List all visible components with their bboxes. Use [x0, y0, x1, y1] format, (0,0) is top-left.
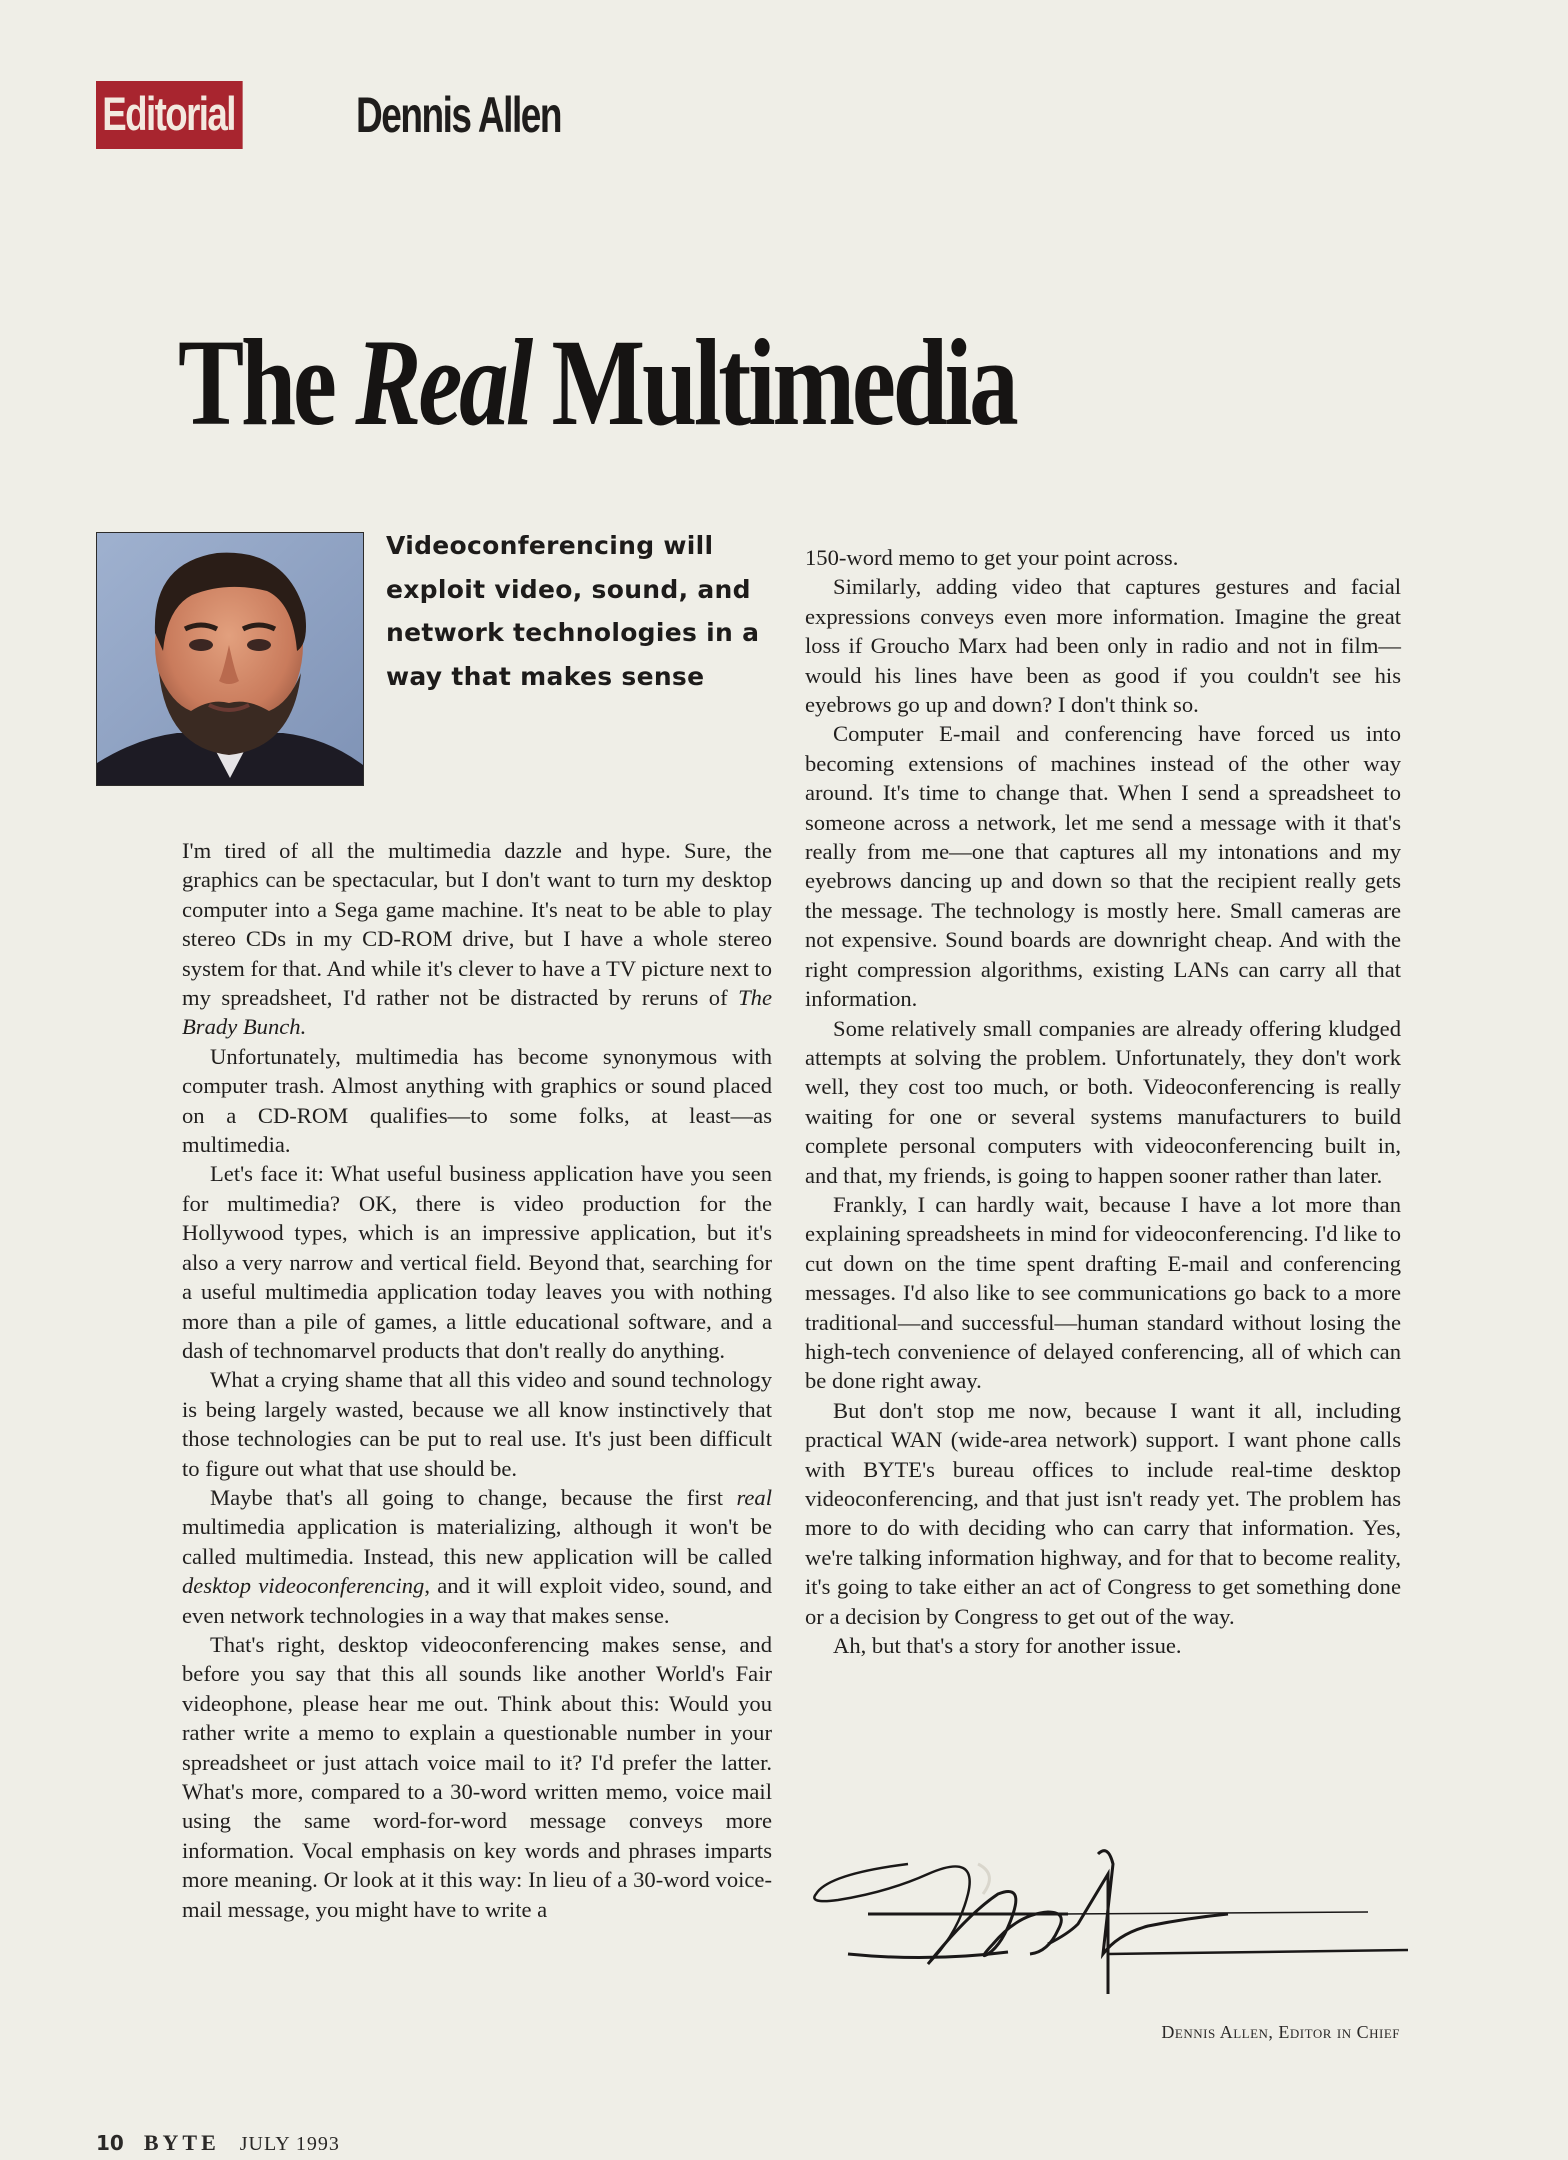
signature-icon — [808, 1834, 1408, 2014]
paragraph-emphasis: desktop videoconferencing — [182, 1573, 425, 1599]
paragraph: But don't stop me now, because I want it all, including practical WAN (wide-area network) support. I want phone calls with BYTE's bureau offices to include real-time desktop videoconferencing, and that just isn't ready yet. The problem has more to do with deciding who can carry that information. Yes, we're talking information highway, and for that to become reality, it's going to take either an act of Congress to get something done or a decision by Congress to get out of the way. — [805, 1397, 1401, 1629]
section-tag: Editorial — [96, 81, 243, 149]
page-number: 10 — [96, 2131, 124, 2155]
paragraph: Frankly, I can hardly wait, because I have a lot more than explaining spreadsheets in mind for videoconferencing. I'd like to cut down on the time spent drafting E-mail and conferencing messages. I'd also like to see communications go back to a more traditional—and successful—human standard without losing the high-tech convenience of delayed conferencing, all of which can be done right away. — [805, 1191, 1401, 1394]
paragraph: Similarly, adding video that captures gestures and facial expressions conveys even more information. Imagine the great loss if Groucho Marx had been only in radio and not in film—would his lines have been as good if you couldn't see his eyebrows go up and down? I don't think so. — [805, 574, 1401, 718]
paragraph-emphasis: real — [736, 1484, 772, 1510]
paragraph: Some relatively small companies are already offering kludged attempts at solving the problem. Unfortunately, they don't work well, they cost too much, or both. Videoconferencing is really waiting for one or several systems manufacturers to build complete personal computers with videoconferencing built in, and that, my friends, is going to happen sooner rather than later. — [805, 1015, 1401, 1188]
page-header — [96, 80, 561, 150]
paragraph: Ah, but that's a story for another issue. — [833, 1633, 1182, 1659]
paragraph — [182, 1483, 772, 1630]
header-author: Dennis Allen — [356, 87, 561, 143]
title-post: Multimedia — [551, 314, 1016, 451]
paragraph: Let's face it: What useful business application have you seen for multimedia? OK, there is video production for the Hollywood types, which is an impressive application, but it's also a very narrow and vertical field. Beyond that, searching for a useful multimedia application today leaves you with nothing more than a pile of games, a little educational software, and a dash of technomarvel products that don't really do anything. — [182, 1161, 772, 1363]
signoff: Dennis Allen, Editor in Chief — [1161, 2022, 1400, 2042]
article-title — [178, 314, 1016, 451]
paragraph-text: , and it will exploit video, sound, and even network technologies in a way that makes sense. — [182, 1573, 773, 1628]
paragraph: What a crying shame that all this video and sound technology is being largely wasted, because we all know instinctively that those technologies can be put to real use. It's just been difficult to figure out what that use should be. — [182, 1367, 772, 1481]
body-column-1 — [182, 836, 772, 1924]
page-footer — [96, 2130, 340, 2156]
magazine-name: BYTE — [143, 2130, 220, 2155]
paragraph: Computer E-mail and conferencing have forced us into becoming extensions of machines instead of the other way around. It's time to change that. When I send a spreadsheet to someone across a network, let me send a message with it that's really from me—one that captures all my intonations and my eyebrows dancing up and down so that the recipient really gets the message. The technology is mostly here. Small cameras are not expensive. Sound boards are downright cheap. And with the right compression algorithms, existing LANs can carry all that information. — [805, 721, 1401, 1012]
author-photo-icon — [96, 532, 364, 786]
title-pre: The — [178, 314, 334, 451]
issue-date: JULY 1993 — [239, 2133, 340, 2155]
paragraph-emphasis: The Brady Bunch. — [182, 985, 772, 1040]
paragraph-text: Maybe that's all going to change, because the first — [210, 1484, 737, 1510]
paragraph — [182, 836, 772, 1042]
article-deck: Videoconferencing will exploit video, sound, and network technologies in a way that makes sense — [386, 531, 760, 691]
paragraph: That's right, desktop videoconferencing makes sense, and before you say that this all sounds like another World's Fair videophone, please hear me out. Think about this: Would you rather write a memo to explain a questionable number in your spreadsheet or just attach voice mail to it? I'd prefer the latter. What's more, compared to a 30-word written memo, voice mail using the same word-for-word message conveys more information. Vocal emphasis on key words and phrases imparts more meaning. Or look at it this way: In lieu of a 30-word voice-mail message, you might have to write a — [182, 1631, 772, 1922]
paragraph: 150-word memo to get your point across. — [805, 545, 1179, 570]
paragraph: Unfortunately, multimedia has become synonymous with computer trash. Almost anything with graphics or sound placed on a CD-ROM qualifies—to some folks, at least—as multimedia. — [182, 1043, 772, 1158]
title-emphasis: Real — [355, 314, 530, 451]
paragraph-text: multimedia application is materializing, although it won't be called multimedia. Instead, this new application will be called — [182, 1514, 772, 1569]
paragraph-text: I'm tired of all the multimedia dazzle and hype. Sure, the graphics can be spectacular, but I don't want to turn my desktop computer into a Sega game machine. It's neat to be able to play stereo CDs in my CD-ROM drive, but I have a whole stereo system for that. And while it's clever to have a TV picture next to my spreadsheet, I'd rather not be distracted by reruns of — [182, 838, 772, 1011]
body-column-2 — [805, 543, 1401, 1660]
